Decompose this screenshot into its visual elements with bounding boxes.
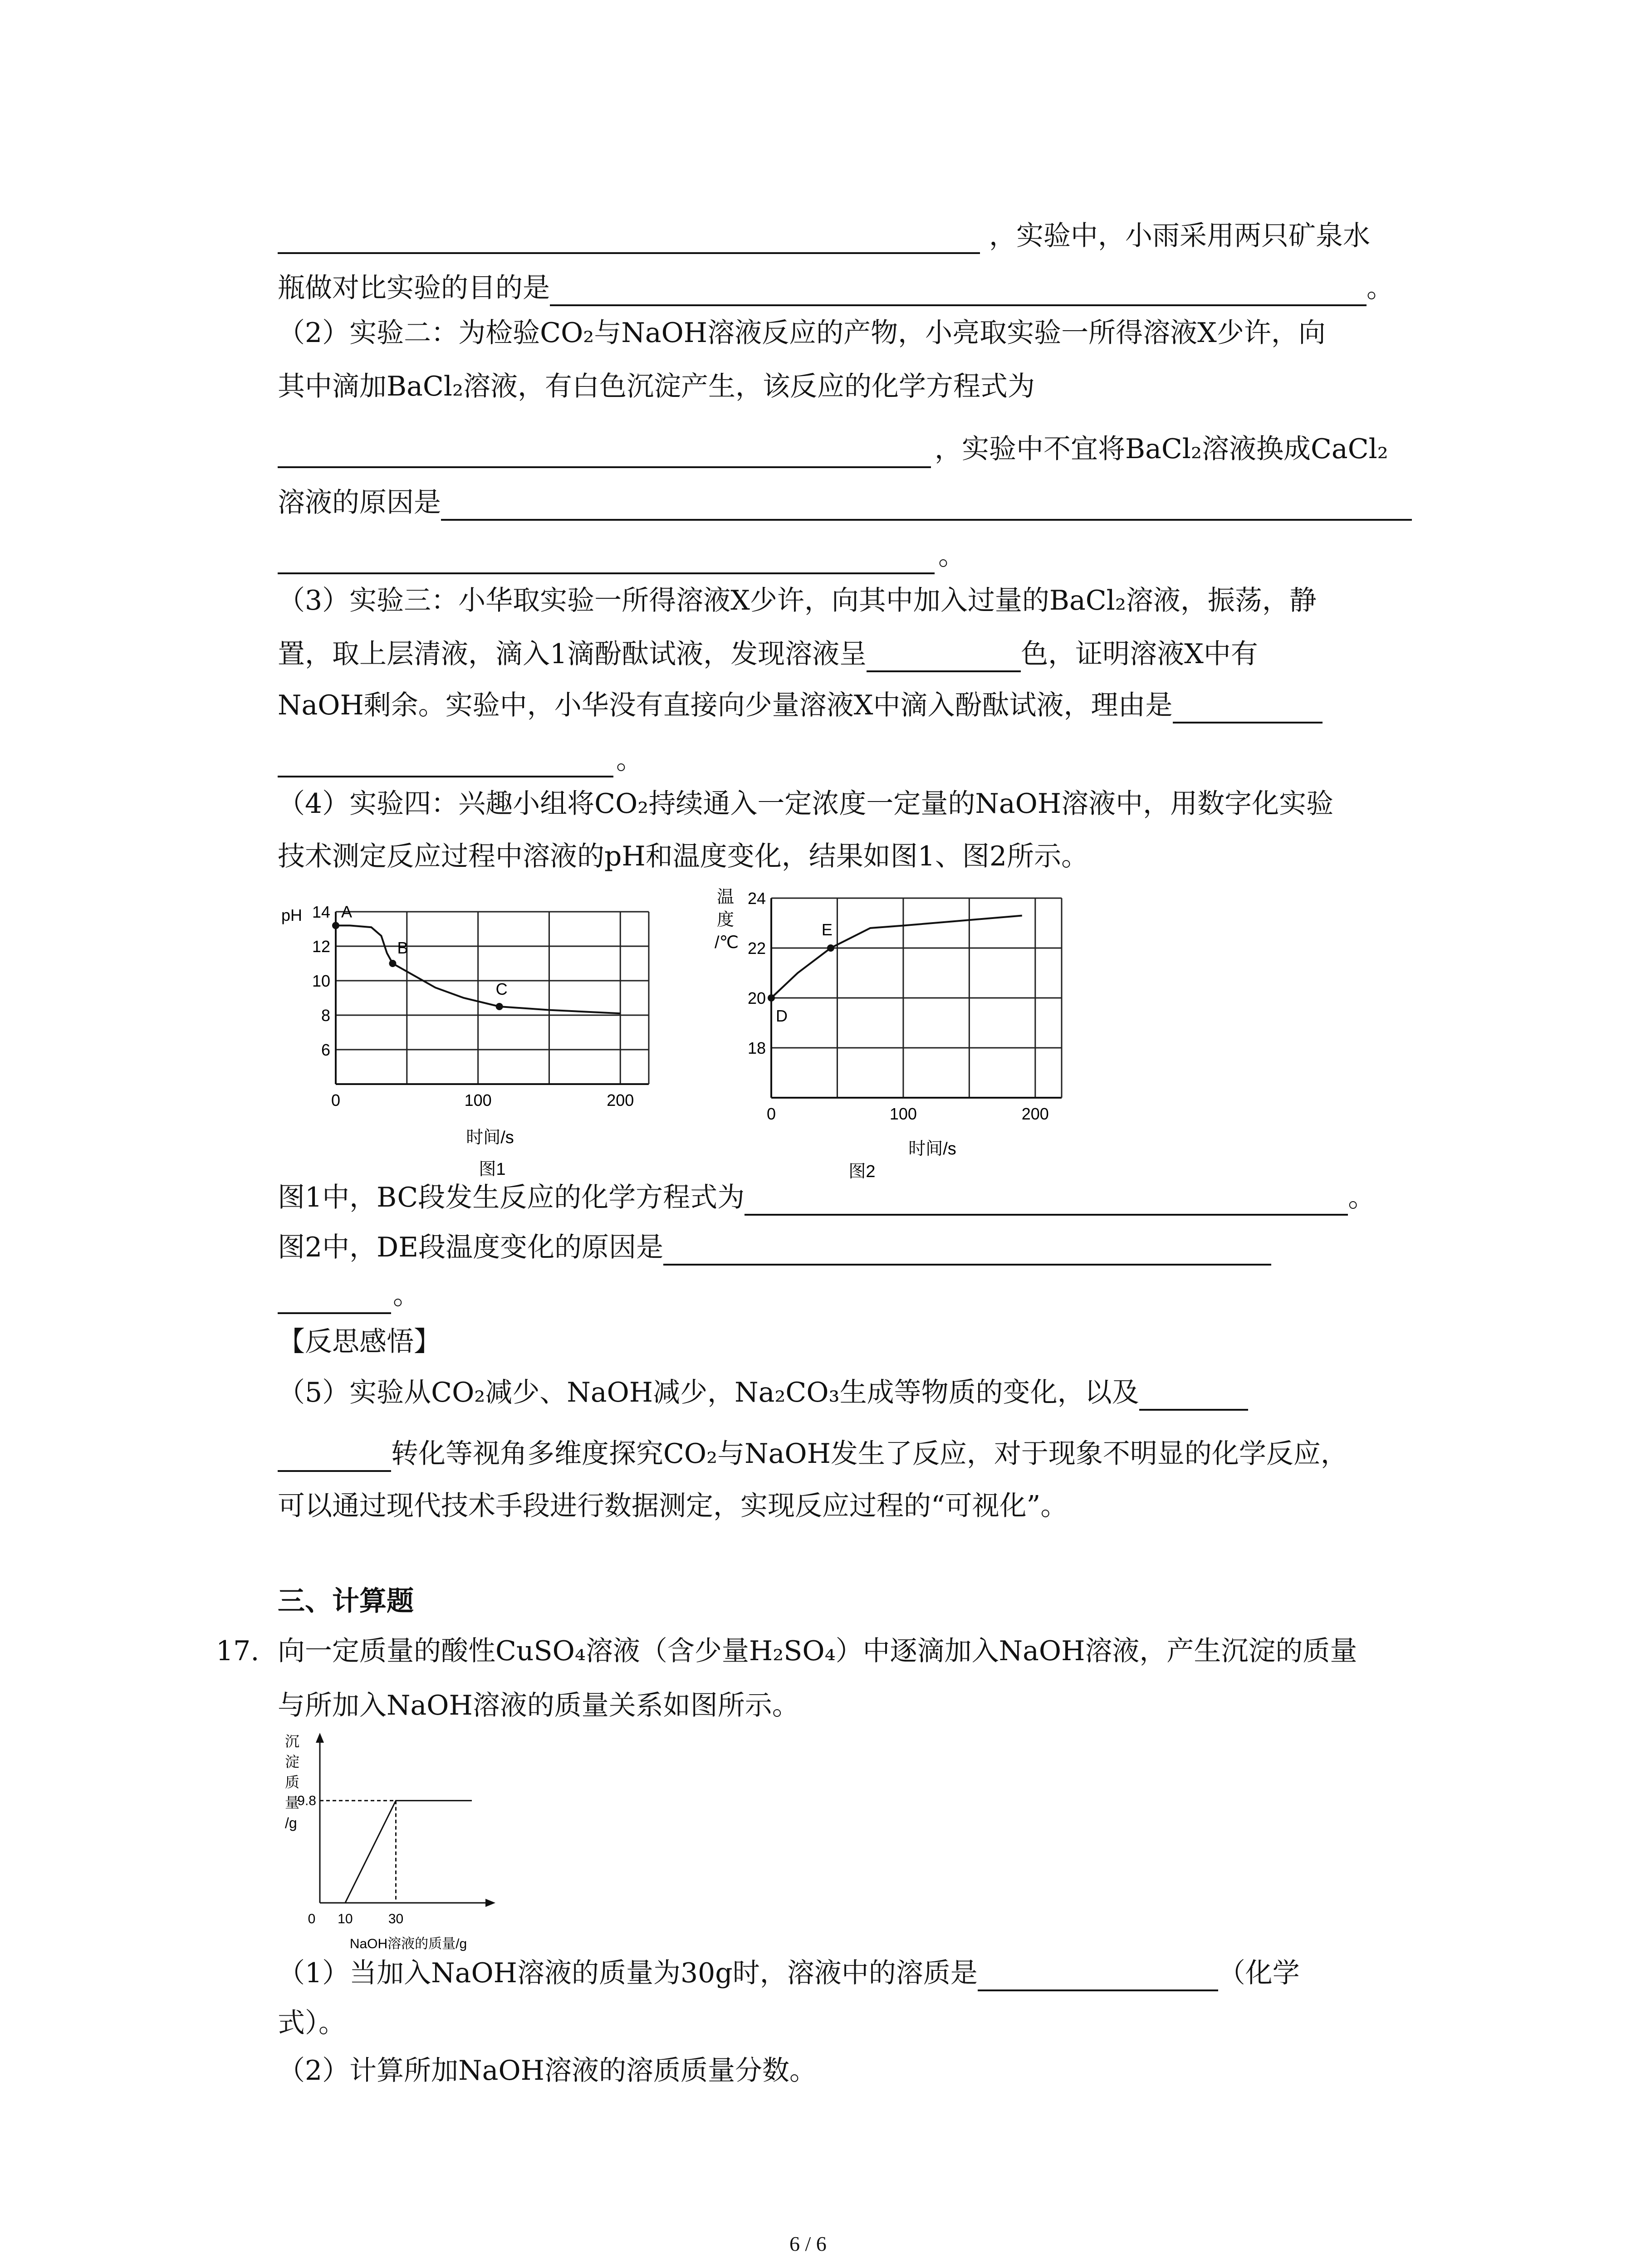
question-text: 瓶做对比实验的目的是 。 — [278, 270, 1394, 306]
x-axis-arrow — [485, 1899, 495, 1907]
point-label: B — [397, 938, 408, 957]
y-tick-label: 6 — [321, 1041, 330, 1059]
y-axis-label: 量 — [285, 1794, 300, 1811]
x-tick-label: 0 — [308, 1911, 316, 1926]
y-axis-label: 淀 — [285, 1754, 300, 1770]
chart-title: 图1 — [479, 1160, 506, 1179]
x-tick-label: 100 — [464, 1091, 492, 1110]
question-text: 其中滴加BaCl₂溶液，有白色沉淀产生，该反应的化学方程式为 — [278, 371, 1035, 402]
precipitate-mass-chart — [272, 1728, 554, 1955]
question-text: （4）实验四：兴趣小组将CO₂持续通入一定浓度一定量的NaOH溶液中，用数字化实验 — [278, 788, 1334, 820]
question-text: 可以通过现代技术手段进行数据测定，实现反应过程的“可视化”。 — [278, 1490, 1068, 1522]
answer-blank[interactable] — [1173, 693, 1323, 723]
x-tick-label: 200 — [1021, 1105, 1049, 1123]
question-text: （2）实验二：为检验CO₂与NaOH溶液反应的产物，小亮取实验一所得溶液X少许，向 — [278, 317, 1326, 349]
point-label: C — [495, 980, 508, 998]
x-tick-label: 0 — [766, 1105, 776, 1123]
y-tick-label: 24 — [747, 889, 766, 908]
question-text: ，实验中不宜将BaCl₂溶液换成CaCl₂ — [935, 433, 1388, 465]
question-text: 。 — [938, 540, 965, 572]
series-line — [771, 916, 1022, 998]
data-point — [332, 922, 339, 929]
answer-blank[interactable] — [978, 1960, 1218, 1991]
data-point — [827, 944, 834, 952]
x-tick-label: 200 — [607, 1091, 634, 1110]
x-axis-label: 时间/s — [908, 1139, 956, 1158]
question-text: 转化等视角多维度探究CO₂与NaOH发生了反应，对于现象不明显的化学反应， — [278, 1436, 1348, 1472]
answer-blank[interactable] — [1139, 1380, 1248, 1411]
answer-blank[interactable] — [278, 466, 931, 468]
y-tick-label: 10 — [312, 972, 330, 990]
series-line — [345, 1801, 472, 1903]
y-axis-label: 质 — [285, 1774, 300, 1790]
question-text: 。 — [393, 1279, 420, 1311]
y-axis-arrow — [316, 1733, 324, 1743]
x-tick-label: 0 — [331, 1091, 341, 1110]
answer-blank[interactable] — [278, 252, 980, 254]
y-tick-label: 18 — [747, 1039, 766, 1057]
y-tick-label: 8 — [321, 1006, 330, 1025]
figure-1-ph-chart — [272, 889, 671, 1179]
answer-blank[interactable] — [278, 1312, 391, 1314]
x-axis-label: NaOH溶液的质量/g — [349, 1936, 467, 1951]
figure-2-temperature-chart — [690, 880, 1089, 1179]
question-text: （5）实验从CO₂减少、NaOH减少，Na₂CO₃生成等物质的变化，以及 — [278, 1374, 1248, 1411]
y-axis-label: /℃ — [715, 933, 739, 952]
question-text: 向一定质量的酸性CuSO₄溶液（含少量H₂SO₄）中逐滴加入NaOH溶液，产生沉淀的质量 — [278, 1635, 1357, 1667]
answer-blank[interactable] — [278, 572, 935, 574]
y-axis-label: 温 — [717, 888, 735, 907]
page-number: 6 / 6 — [789, 2232, 827, 2255]
question-text: （2）计算所加NaOH溶液的溶质质量分数。 — [278, 2055, 817, 2087]
question-text: 溶液的原因是 — [278, 484, 1412, 521]
y-axis-label: pH — [281, 906, 303, 924]
question-text: （3）实验三：小华取实验一所得溶液X少许，向其中加入过量的BaCl₂溶液，振荡，静 — [278, 585, 1317, 616]
y-axis-label: 度 — [717, 910, 735, 929]
chart-title: 图2 — [848, 1162, 876, 1179]
answer-blank[interactable] — [441, 490, 1412, 521]
y-tick-label: 22 — [747, 939, 766, 958]
section-heading: 三、计算题 — [278, 1585, 414, 1617]
question-text: 。 — [616, 744, 643, 776]
question-text: 式）。 — [278, 2007, 346, 2039]
answer-blank[interactable] — [550, 275, 1367, 306]
section-label: 【反思感悟】 — [278, 1326, 441, 1358]
answer-blank[interactable] — [663, 1235, 1271, 1266]
x-tick-label: 10 — [338, 1911, 353, 1926]
question-text: （1）当加入NaOH溶液的质量为30g时，溶液中的溶质是 （化学 — [278, 1955, 1300, 1991]
y-axis-label: 沉 — [285, 1733, 300, 1750]
point-label: D — [776, 1007, 788, 1025]
y-tick-label: 14 — [312, 903, 330, 921]
question-text: 图2中，DE段温度变化的原因是 — [278, 1229, 1271, 1266]
data-point — [496, 1003, 503, 1010]
answer-blank[interactable] — [278, 1441, 391, 1472]
question-text: NaOH剩余。实验中，小华没有直接向少量溶液X中滴入酚酞试液，理由是 — [278, 687, 1323, 723]
answer-blank[interactable] — [745, 1185, 1348, 1216]
answer-blank[interactable] — [867, 641, 1021, 672]
answer-blank[interactable] — [278, 776, 613, 777]
x-tick-label: 100 — [889, 1105, 917, 1123]
question-text: 置，取上层清液，滴入1滴酚酞试液，发现溶液呈 色，证明溶液X中有 — [278, 636, 1258, 672]
question-text: 与所加入NaOH溶液的质量关系如图所示。 — [278, 1690, 799, 1721]
question-number: 17. — [216, 1635, 260, 1667]
data-point — [768, 994, 775, 1002]
question-text: 图1中，BC段发生反应的化学方程式为 。 — [278, 1179, 1375, 1216]
y-tick-label: 9.8 — [297, 1793, 316, 1809]
point-label: A — [341, 902, 353, 921]
y-tick-label: 12 — [312, 937, 330, 956]
question-text: 技术测定反应过程中溶液的pH和温度变化，结果如图1、图2所示。 — [278, 841, 1089, 872]
point-label: E — [821, 920, 833, 939]
x-tick-label: 30 — [388, 1911, 404, 1926]
x-axis-label: 时间/s — [466, 1128, 514, 1147]
y-tick-label: 20 — [747, 989, 766, 1007]
data-point — [389, 960, 396, 967]
y-axis-label: /g — [285, 1815, 297, 1831]
question-text: ，实验中，小雨采用两只矿泉水 — [989, 220, 1370, 252]
